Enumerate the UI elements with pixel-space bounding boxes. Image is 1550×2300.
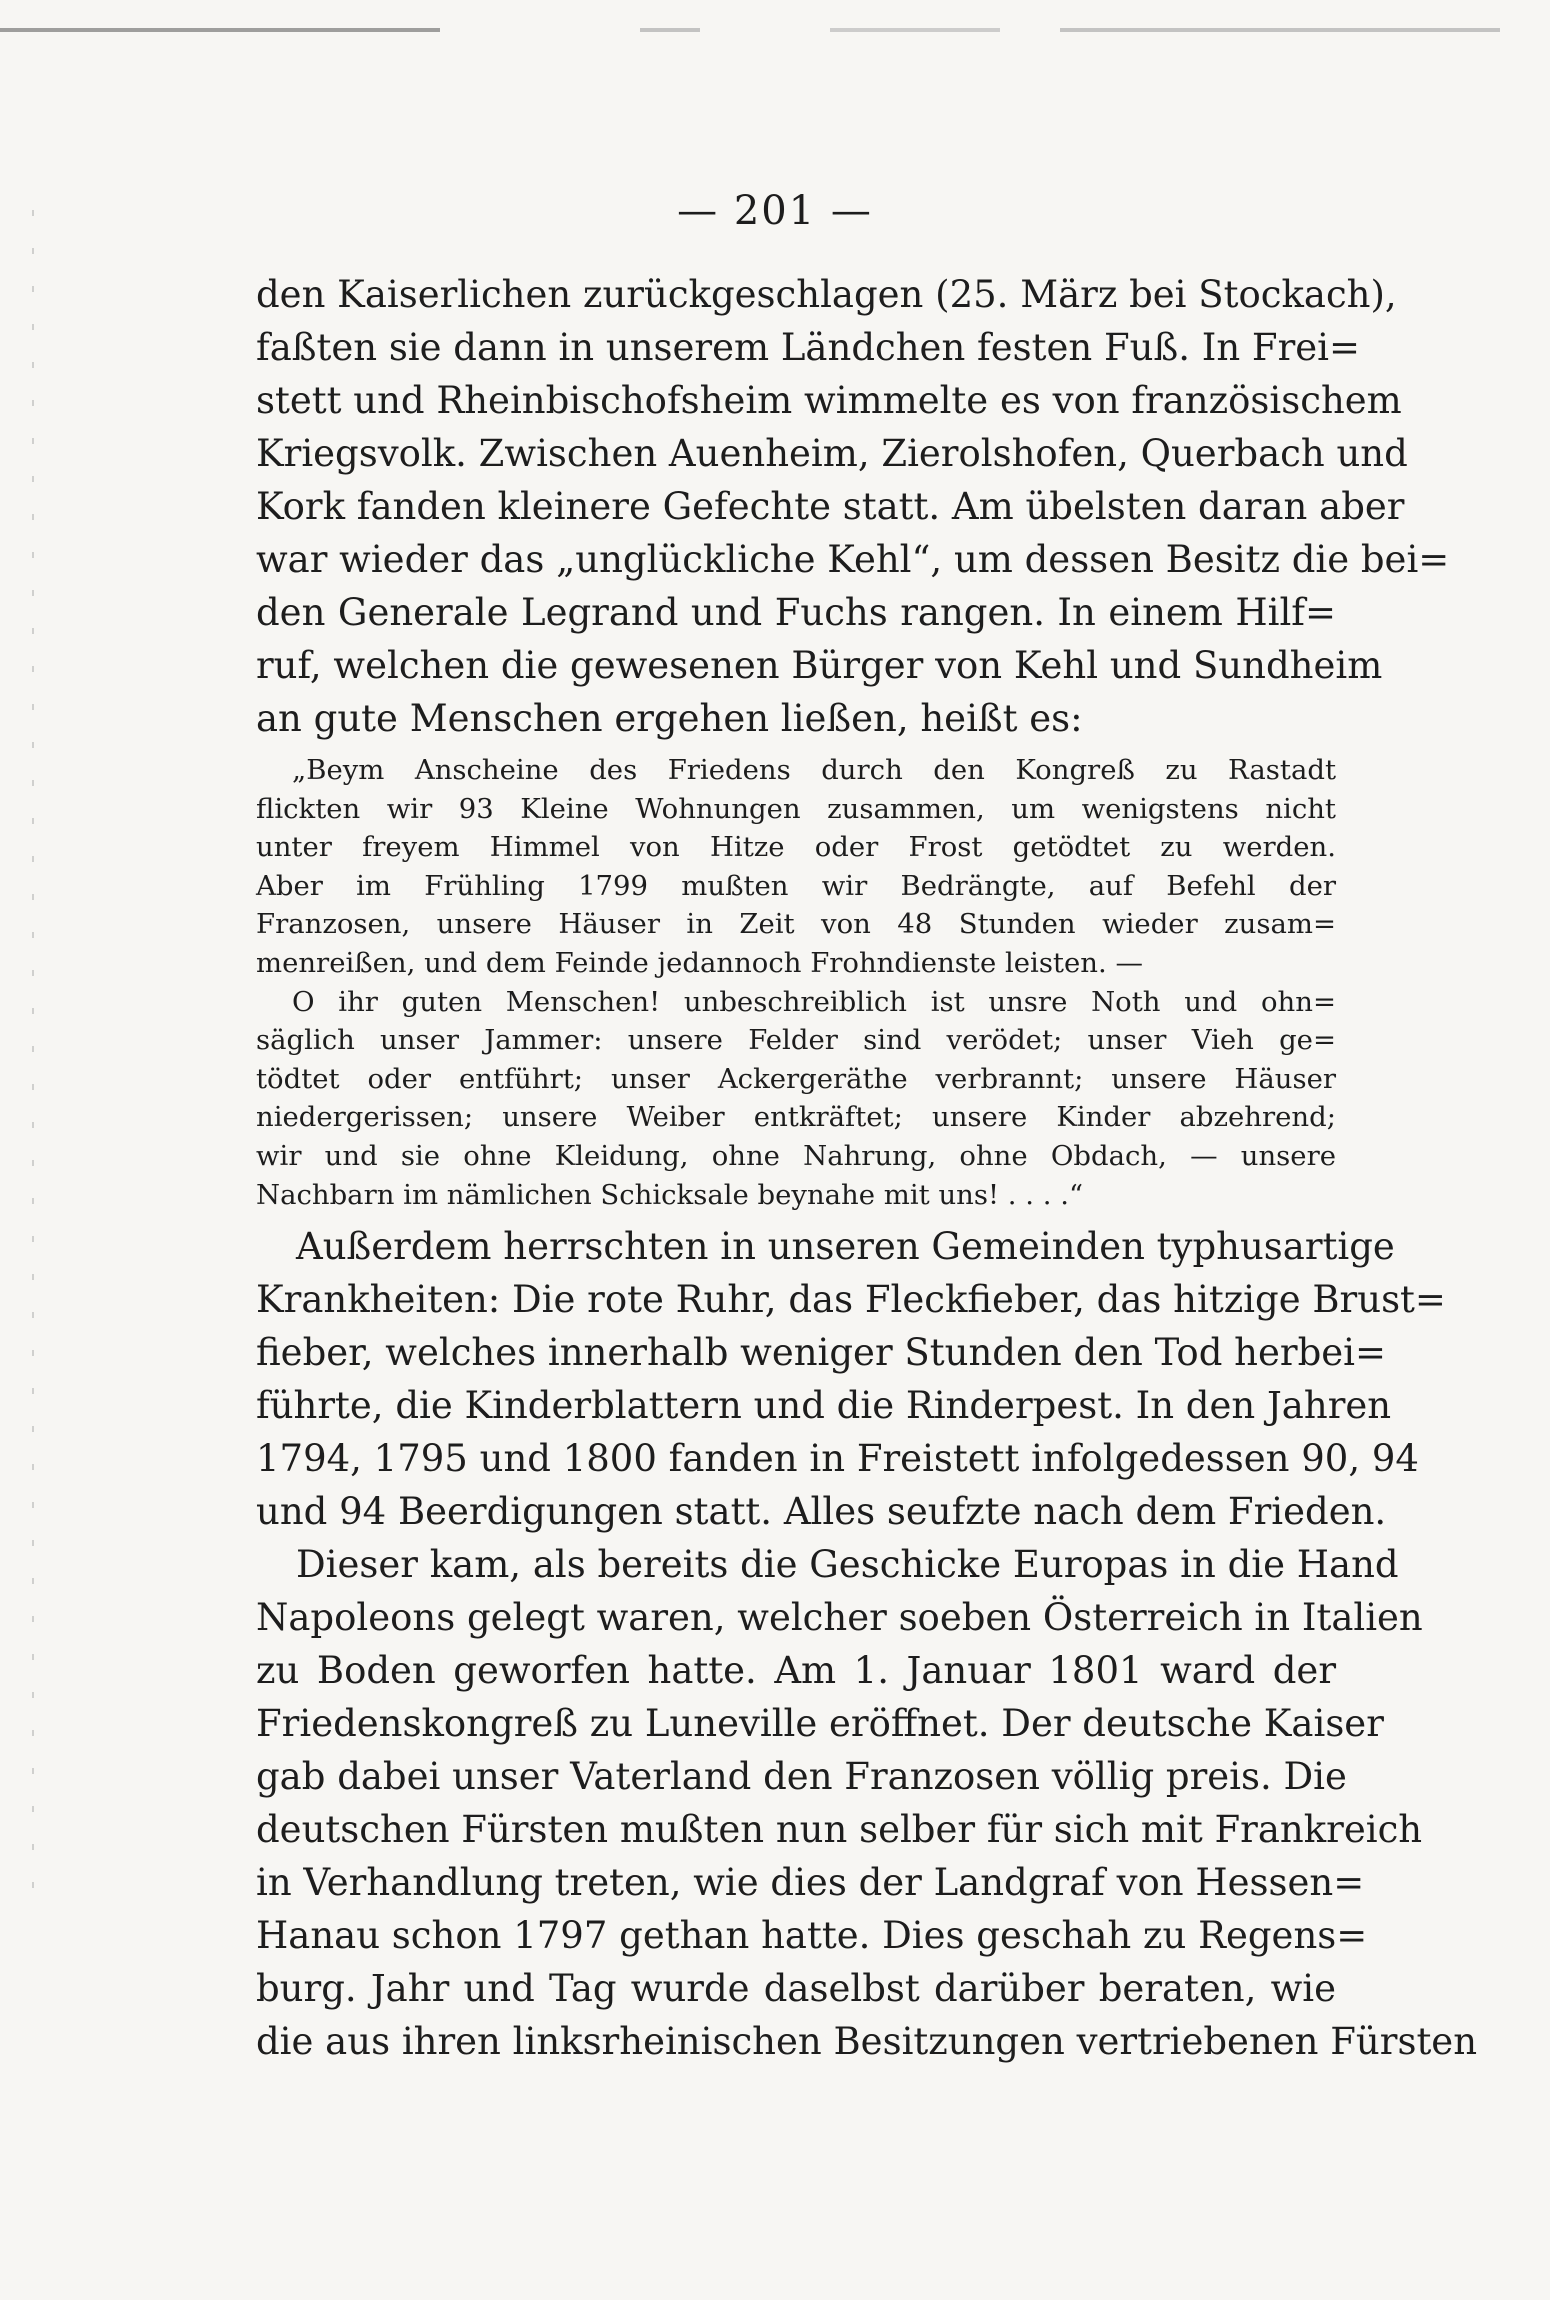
scan-margin-marks [32, 210, 34, 1910]
text-line: an gute Menschen ergehen ließen, heißt es: [256, 697, 1083, 740]
quote-line: menreißen, und dem Feinde jedannoch Frohndienste leisten. — [256, 946, 1143, 979]
text-line: den Kaiserlichen zurückgeschlagen (25. März bei Stockach), [256, 273, 1397, 316]
text-line: Krankheiten: Die rote Ruhr, das Fleckfieber, das hitzige Brust= [256, 1278, 1446, 1322]
text-line: Dieser kam, als bereits die Geschicke Europas in die Hand [296, 1543, 1399, 1587]
text-line: war wieder das „unglückliche Kehl“, um dessen Besitz die bei= [256, 538, 1450, 581]
text-line: stett und Rheinbischofsheim wimmelte es von französischem [256, 379, 1402, 422]
quote-line: wir und sie ohne Kleidung, ohne Nahrung, ohne Obdach, — unsere [256, 1139, 1336, 1172]
text-line: und 94 Beerdigungen statt. Alles seufzte nach dem Frieden. [256, 1490, 1387, 1534]
page-number: — 201 — [677, 188, 873, 234]
body-text [256, 268, 1478, 2068]
quotation [256, 751, 1336, 1214]
text-line: gab dabei unser Vaterland den Franzosen völlig preis. Die [256, 1755, 1347, 1799]
quote-line: tödtet oder entführt; unser Ackergeräthe verbrannt; unsere Häuser [256, 1062, 1336, 1095]
text-line: Außerdem herrschten in unseren Gemeinden typhusartige [296, 1225, 1395, 1269]
quote-line: Franzosen, unsere Häuser in Zeit von 48 Stunden wieder zusam= [256, 908, 1336, 941]
quote-line: säglich unser Jammer: unsere Felder sind verödet; unser Vieh ge= [256, 1024, 1336, 1057]
quote-line: niedergerissen; unsere Weiber entkräftet; unsere Kinder abzehrend; [256, 1101, 1336, 1134]
text-line: Kriegsvolk. Zwischen Auenheim, Zierolshofen, Querbach und [256, 432, 1408, 475]
text-line: faßten sie dann in unserem Ländchen festen Fuß. In Frei= [256, 326, 1361, 369]
text-line: Hanau schon 1797 gethan hatte. Dies geschah zu Regens= [256, 1914, 1368, 1958]
quote-line: flickten wir 93 Kleine Wohnungen zusammen, um wenigstens nicht [256, 792, 1336, 825]
text-line: Napoleons gelegt waren, welcher soeben Österreich in Italien [256, 1596, 1423, 1640]
quote-line: Nachbarn im nämlichen Schicksale beynahe mit uns! . . . .“ [256, 1178, 1084, 1211]
text-line: zu Boden geworfen hatte. Am 1. Januar 1801 ward der [256, 1649, 1336, 1693]
paragraph-2 [256, 1220, 1446, 1538]
text-line: Friedenskongreß zu Luneville eröffnet. Der deutsche Kaiser [256, 1702, 1384, 1746]
text-line: deutschen Fürsten mußten nun selber für sich mit Frankreich [256, 1808, 1423, 1852]
scan-edge-line [0, 28, 1550, 32]
text-line: die aus ihren linksrheinischen Besitzungen vertriebenen Fürsten [256, 2020, 1478, 2064]
text-line: den Generale Legrand und Fuchs rangen. In einem Hilf= [256, 591, 1336, 634]
text-line: ruf, welchen die gewesenen Bürger von Kehl und Sundheim [256, 644, 1383, 687]
text-line: fieber, welches innerhalb weniger Stunden den Tod herbei= [256, 1331, 1386, 1375]
paragraph-3 [256, 1538, 1478, 2068]
paragraph-1 [256, 268, 1450, 745]
quote-line: unter freyem Himmel von Hitze oder Frost getödtet zu werden. [256, 831, 1336, 864]
quote-line: O ihr guten Menschen! unbeschreiblich ist unsre Noth und ohn= [292, 985, 1336, 1018]
text-line: Kork fanden kleinere Gefechte statt. Am übelsten daran aber [256, 485, 1405, 528]
text-line: 1794, 1795 und 1800 fanden in Freistett infolgedessen 90, 94 [256, 1437, 1419, 1481]
quote-line: „Beym Anscheine des Friedens durch den Kongreß zu Rastadt [292, 754, 1336, 786]
quote-line: Aber im Frühling 1799 mußten wir Bedrängte, auf Befehl der [256, 869, 1336, 902]
text-line: in Verhandlung treten, wie dies der Landgraf von Hessen= [256, 1861, 1365, 1905]
text-line: führte, die Kinderblattern und die Rinderpest. In den Jahren [256, 1384, 1392, 1428]
text-line: burg. Jahr und Tag wurde daselbst darüber beraten, wie [256, 1967, 1336, 2011]
